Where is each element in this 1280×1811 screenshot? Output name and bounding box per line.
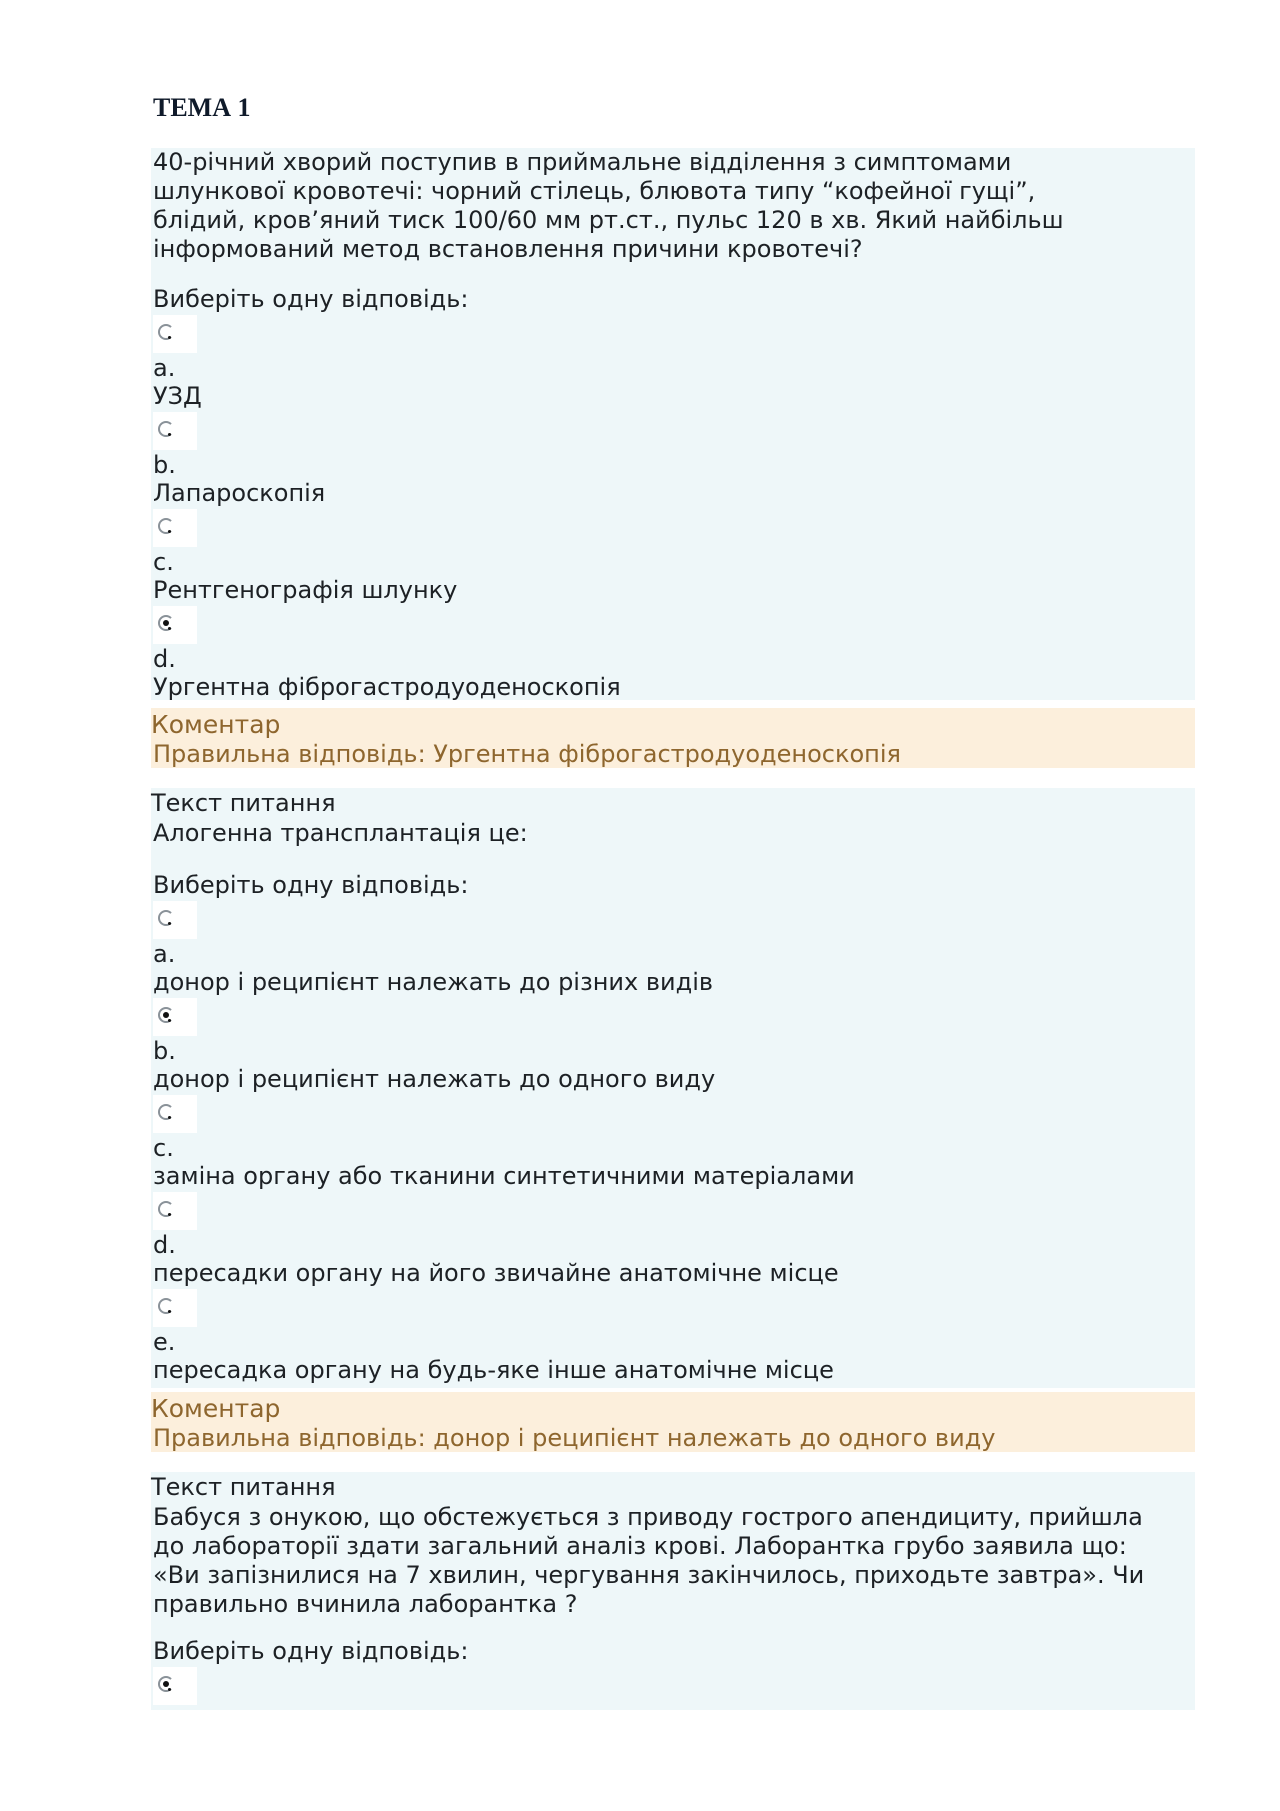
question-text-line: 40-річний хворий поступив в приймальне відділення з симптомами: [153, 148, 1012, 176]
question-text-line: шлункової кровотечі: чорний стілець, блювота типу “кофейної гущі”,: [153, 177, 1036, 205]
answer-prompt: Виберіть одну відповідь:: [153, 1637, 469, 1665]
correct-answer: Правильна відповідь: Ургентна фіброгастродуоденоскопія: [153, 740, 901, 768]
option-radio-c[interactable]: [153, 509, 197, 547]
option-letter: e.: [153, 1328, 176, 1356]
option-radio-d-selected[interactable]: [153, 606, 197, 644]
option-radio-b[interactable]: [153, 412, 197, 450]
question-text-line: до лабораторії здати загальний аналіз крові. Лаборантка грубо заявила що:: [153, 1532, 1127, 1560]
feedback-panel-2: [151, 1392, 1195, 1452]
question-text-line: Алогенна трансплантація це:: [153, 819, 528, 847]
question-text-line: правильно вчинила лаборантка ?: [153, 1590, 578, 1618]
option-radio-d[interactable]: [153, 1192, 197, 1230]
question-text-3: [153, 1503, 1193, 1619]
option-radio-c[interactable]: [153, 1095, 197, 1133]
question-text-line: інформований метод встановлення причини кровотечі?: [153, 235, 863, 263]
question-text-line: «Ви запізнилися на 7 хвилин, чергування закінчилось, приходьте завтра». Чи: [153, 1561, 1145, 1589]
option-text: донор і реципієнт належать до одного виду: [153, 1065, 716, 1093]
option-radio-a-selected[interactable]: [153, 1667, 197, 1705]
answer-prompt: Виберіть одну відповідь:: [153, 285, 469, 313]
feedback-panel-1: [151, 708, 1195, 768]
option-text: пересадка органу на будь-яке інше анатомічне місце: [153, 1356, 834, 1384]
correct-answer: Правильна відповідь: донор і реципієнт належать до одного виду: [153, 1424, 996, 1452]
feedback-title: Коментар: [151, 1394, 281, 1423]
option-text: заміна органу або тканини синтетичними матеріалами: [153, 1162, 855, 1190]
option-radio-a[interactable]: [153, 315, 197, 353]
option-radio-a[interactable]: [153, 901, 197, 939]
option-text: УЗД: [153, 382, 202, 410]
question-text-1: [153, 148, 1193, 264]
option-letter: b.: [153, 451, 176, 479]
option-text: Лапароскопія: [153, 479, 326, 507]
question-header: Текст питання: [151, 1473, 336, 1501]
option-radio-e[interactable]: [153, 1289, 197, 1327]
answer-prompt: Виберіть одну відповідь:: [153, 871, 469, 899]
option-letter: a.: [153, 354, 176, 382]
option-text: донор і реципієнт належать до різних видів: [153, 968, 714, 996]
option-text: Рентгенографія шлунку: [153, 576, 458, 604]
option-letter: c.: [153, 548, 174, 576]
option-text: Ургентна фіброгастродуоденоскопія: [153, 673, 621, 701]
question-text-2: [153, 819, 1193, 848]
question-text-line: Бабуся з онукою, що обстежується з приводу гострого апендициту, прийшла: [153, 1503, 1143, 1531]
option-text: пересадки органу на його звичайне анатомічне місце: [153, 1259, 839, 1287]
question-header: Текст питання: [151, 789, 336, 817]
question-text-line: блідий, кров’яний тиск 100/60 мм рт.ст., пульс 120 в хв. Який найбільш: [153, 206, 1064, 234]
option-letter: b.: [153, 1037, 176, 1065]
option-radio-b-selected[interactable]: [153, 998, 197, 1036]
option-letter: d.: [153, 645, 176, 673]
feedback-title: Коментар: [151, 710, 281, 739]
option-letter: c.: [153, 1134, 174, 1162]
option-letter: a.: [153, 940, 176, 968]
option-letter: d.: [153, 1231, 176, 1259]
page-title: ТЕМА 1: [153, 93, 251, 122]
